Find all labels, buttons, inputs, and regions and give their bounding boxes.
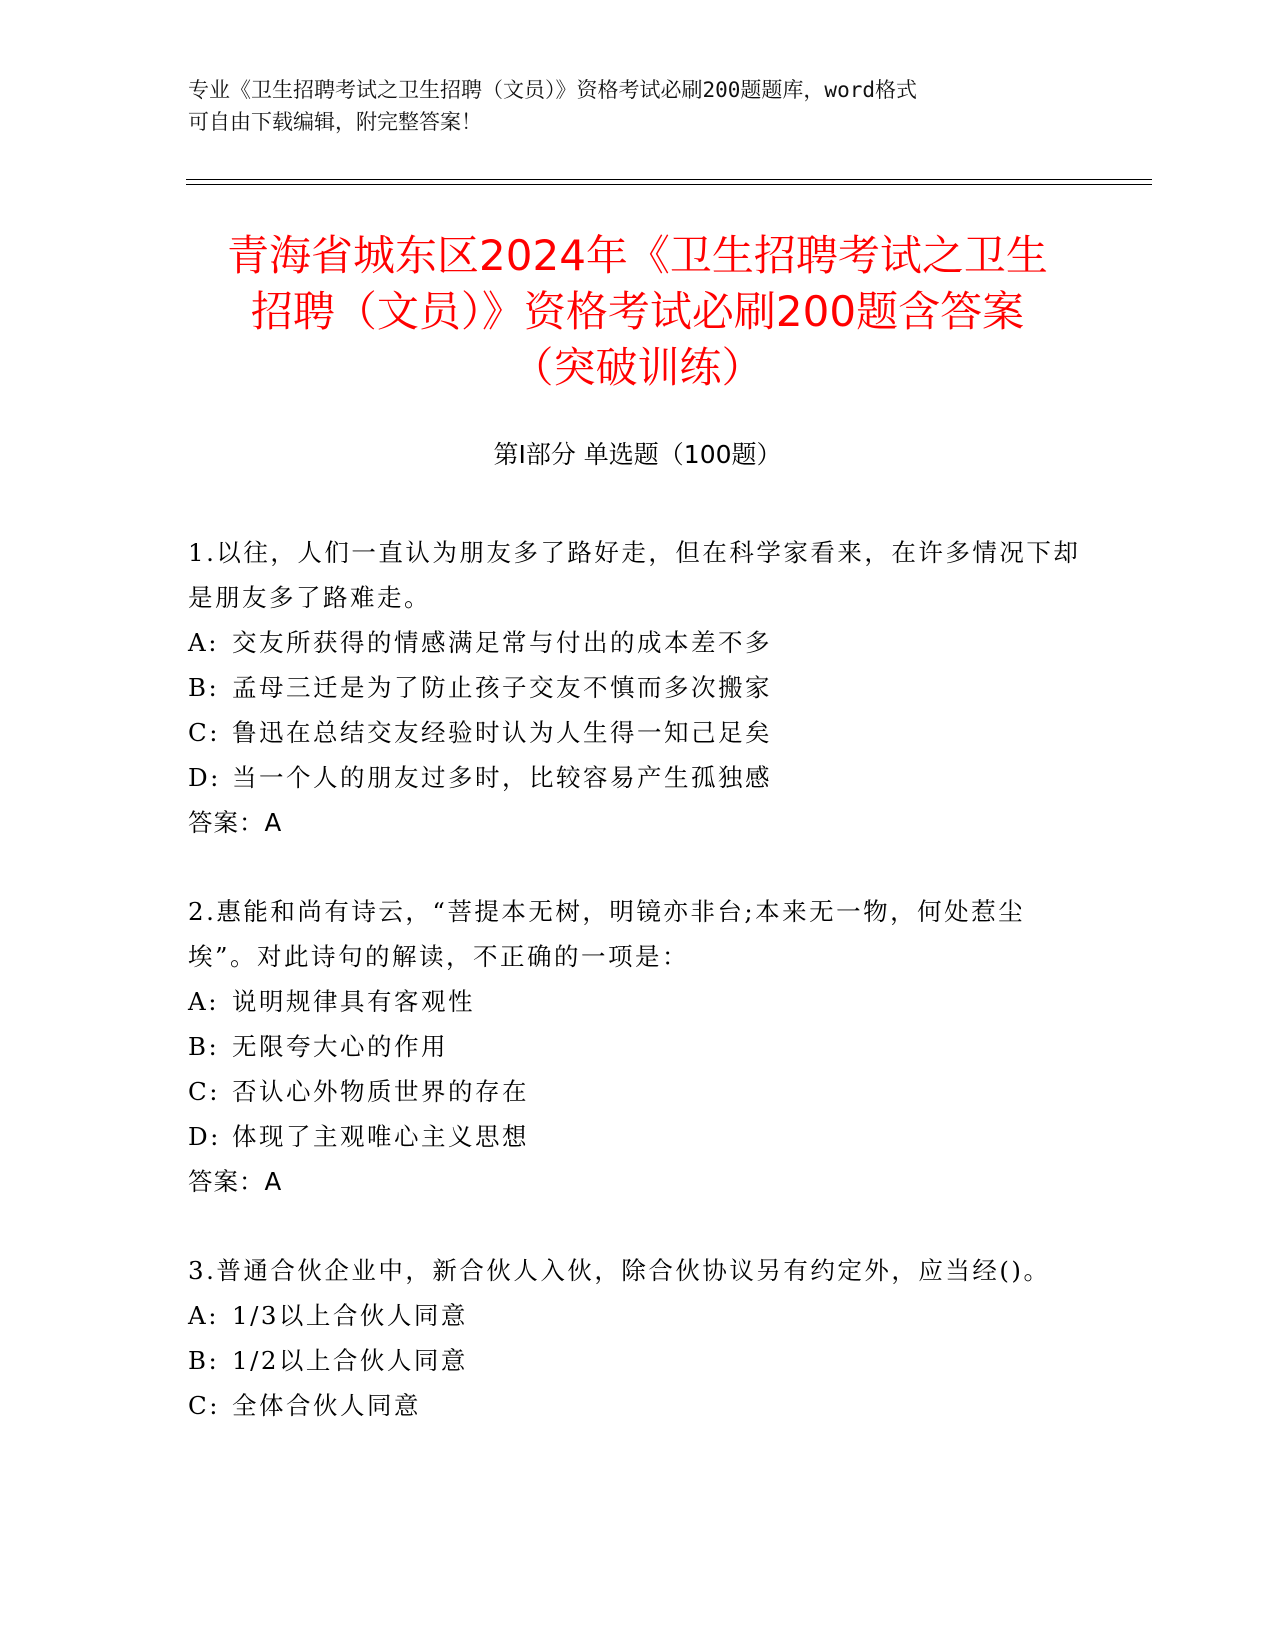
header-divider-bottom [186,184,1152,185]
question-option [188,1069,1088,1114]
question-item [188,1248,1088,1428]
question-answer: 答案：A [188,1167,283,1196]
question-option [188,710,1088,755]
option-text: 孟母三迁是为了防止孩子交友不慎而多次搬家 [232,673,772,702]
question-option [188,1293,1088,1338]
question-stem: 3.普通合伙企业中，新合伙人入伙，除合伙协议另有约定外，应当经()。 [188,1256,1051,1285]
document-title [150,228,1125,396]
option-key: C: [188,718,221,747]
section-title: 第Ⅰ部分 单选题（100题） [493,440,782,469]
option-text: 鲁迅在总结交友经验时认为人生得一知己足矣 [232,718,772,747]
option-text: 体现了主观唯心主义思想 [232,1122,529,1151]
option-text: 1/2以上合伙人同意 [232,1346,468,1375]
question-option [188,1383,1088,1428]
question-list [188,530,1088,1472]
question-option [188,1024,1088,1069]
option-key: A: [188,628,219,657]
option-key: A: [188,987,219,1016]
question-stem: 1.以往，人们一直认为朋友多了路好走，但在科学家看来，在许多情况下却是朋友多了路难走。 [188,538,1081,612]
question-option [188,665,1088,710]
option-text: 当一个人的朋友过多时，比较容易产生孤独感 [232,763,772,792]
option-key: D: [188,763,221,792]
option-key: D: [188,1122,221,1151]
question-option [188,979,1088,1024]
question-item [188,530,1088,845]
option-key: A: [188,1301,219,1330]
header-note [188,74,1068,138]
question-option [188,620,1088,665]
option-key: B: [188,1032,220,1061]
header-divider-top [186,179,1152,180]
option-key: C: [188,1077,221,1106]
option-text: 无限夸大心的作用 [232,1032,448,1061]
question-option [188,755,1088,800]
question-item [188,889,1088,1204]
document-title-line-2: 招聘（文员）》资格考试必刷200题含答案 [250,287,1025,336]
option-key: B: [188,1346,220,1375]
document-title-line-1: 青海省城东区2024年《卫生招聘考试之卫生 [227,231,1048,280]
option-key: C: [188,1391,221,1420]
header-note-line-1: 专业《卫生招聘考试之卫生招聘（文员）》资格考试必刷200题题库，word格式 [188,78,917,102]
question-option [188,1114,1088,1159]
question-stem: 2.惠能和尚有诗云，“菩提本无树，明镜亦非台;本来无一物，何处惹尘埃”。对此诗句的解读，不正确的一项是： [188,897,1026,971]
option-key: B: [188,673,220,702]
question-option [188,1338,1088,1383]
option-text: 交友所获得的情感满足常与付出的成本差不多 [232,628,772,657]
header-note-line-2: 可自由下载编辑，附完整答案！ [188,110,482,134]
option-text: 1/3以上合伙人同意 [232,1301,468,1330]
document-title-line-3: （突破训练） [511,343,764,392]
option-text: 说明规律具有客观性 [232,987,475,1016]
question-answer: 答案：A [188,808,283,837]
option-text: 否认心外物质世界的存在 [232,1077,529,1106]
option-text: 全体合伙人同意 [232,1391,421,1420]
